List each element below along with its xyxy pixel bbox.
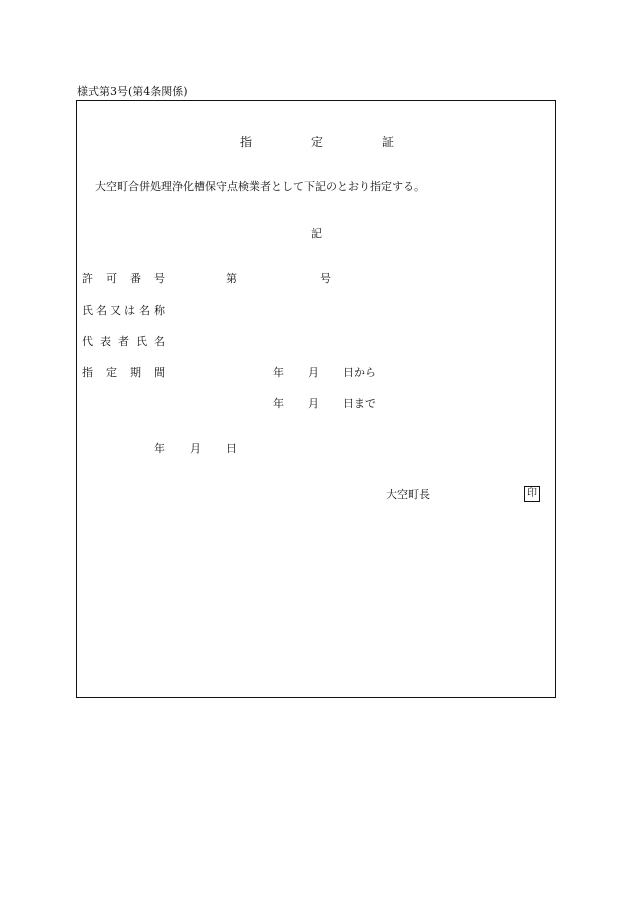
permit-number-prefix: 第 [226, 272, 237, 285]
label-char: 又 [110, 304, 121, 317]
label-char: 氏 [82, 304, 93, 317]
ki-heading: 記 [311, 227, 322, 240]
period-from-day: 日から [343, 366, 376, 379]
issue-month: 月 [190, 442, 201, 455]
label-char: 定 [106, 366, 117, 379]
title-char: 定 [311, 135, 324, 149]
label-char: 可 [106, 272, 117, 285]
label-char: 名 [154, 335, 165, 348]
label-char: 間 [154, 366, 165, 379]
label-char: 称 [154, 304, 165, 317]
period-to-month: 月 [308, 397, 319, 410]
title-char: 指 [240, 135, 253, 149]
issue-day: 日 [226, 442, 237, 455]
label-char: 氏 [136, 335, 147, 348]
label-char: 許 [82, 272, 93, 285]
form-number-label: 様式第3号(第4条関係) [77, 85, 188, 98]
period-from-month: 月 [308, 366, 319, 379]
label-char: 指 [82, 366, 93, 379]
label-char: 表 [100, 335, 111, 348]
period-to-year: 年 [273, 397, 284, 410]
period-to-day: 日まで [343, 397, 376, 410]
label-char: 号 [154, 272, 165, 285]
issue-year: 年 [154, 442, 165, 455]
period-from-year: 年 [273, 366, 284, 379]
issuer-name: 大空町長 [386, 488, 430, 501]
designation-statement: 大空町合併処理浄化槽保守点検業者として下記のとおり指定する。 [95, 180, 425, 193]
permit-number-suffix: 号 [320, 272, 331, 285]
title-char: 証 [382, 135, 395, 149]
label-char: は [124, 304, 135, 317]
seal-box: 印 [524, 486, 540, 502]
label-char: 名 [139, 304, 150, 317]
label-char: 名 [96, 304, 107, 317]
label-char: 者 [118, 335, 129, 348]
label-char: 代 [82, 335, 93, 348]
label-char: 番 [130, 272, 141, 285]
label-char: 期 [130, 366, 141, 379]
